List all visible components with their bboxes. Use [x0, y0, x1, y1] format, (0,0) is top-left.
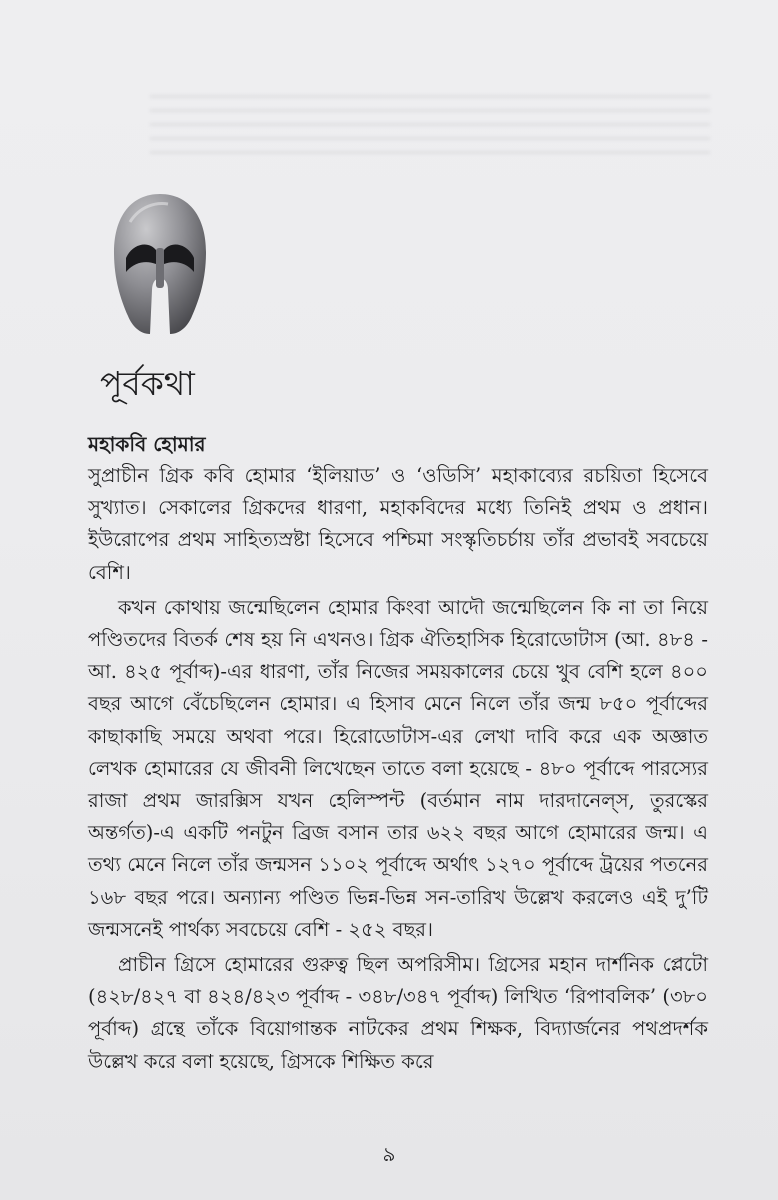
body-text	[88, 428, 708, 1078]
paragraph-3: প্রাচীন গ্রিসে হোমারের গুরুত্ব ছিল অপরিসীম। গ্রিসের মহান দার্শনিক প্লেটো (৪২৮/৪২৭ বা ৪২৪/৪২৩ পূর্বাব্দ - ৩৪৮/৩৪৭ পূর্বাব্দ) লিখিত ‘রিপাবলিক’ (৩৮০ পূর্বাব্দ) গ্রন্থে তাঁকে বিয়োগান্তক নাটকের প্রথম শিক্ষক, বিদ্যার্জনের পথপ্রদর্শক উল্লেখ করে বলা হয়েছে, গ্রিসকে শিক্ষিত করে	[88, 953, 708, 1073]
bleed-through-text	[150, 95, 710, 155]
paragraph-2: কখন কোথায় জন্মেছিলেন হোমার কিংবা আদৌ জন্মেছিলেন কি না তা নিয়ে পণ্ডিতদের বিতর্ক শেষ হয় নি এখনও। গ্রিক ঐতিহাসিক হিরোডোটাস (আ. ৪৮৪ - আ. ৪২৫ পূর্বাব্দ)-এর ধারণা, তাঁর নিজের সময়কালের চেয়ে খুব বেশি হলে ৪০০ বছর আগে বেঁচেছিলেন হোমার। এ হিসাব মেনে নিলে তাঁর জন্ম ৮৫০ পূর্বাব্দের কাছাকাছি সময়ে অথবা পরে। হিরোডোটাস-এর লেখা দাবি করে এক অজ্ঞাত লেখক হোমারের যে জীবনী লিখেছেন তাতে বলা হয়েছে - ৪৮০ পূর্বাব্দে পারস্যের রাজা প্রথম জারক্সিস যখন হেলিস্পন্ট (বর্তমান নাম দারদানেল্‌স, তুরস্কের অন্তর্গত)-এ একটি পনটুন ব্রিজ বসান তার ৬২২ বছর আগে হোমারের জন্ম। এ তথ্য মেনে নিলে তাঁর জন্মসন ১১০২ পূর্বাব্দে অর্থাৎ ১২৭০ পূর্বাব্দে ট্রয়ের পতনের ১৬৮ বছর পরে। অন্যান্য পণ্ডিত ভিন্ন-ভিন্ন সন-তারিখ উল্লেখ করলেও এই দু’টি জন্মসনেই পার্থক্য সবচেয়ে বেশি - ২৫২ বছর।	[88, 595, 708, 941]
chapter-title: পূর্বকথা	[100, 364, 195, 403]
page-number: ৯	[382, 1142, 396, 1166]
corinthian-helmet-icon	[110, 192, 210, 336]
section-heading: মহাকবি হোমার	[88, 432, 206, 456]
paragraph-1: সুপ্রাচীন গ্রিক কবি হোমার ‘ইলিয়াড’ ও ‘ওডিসি’ মহাকাব্যের রচয়িতা হিসেবে সুখ্যাত। সেকালের গ্রিকদের ধারণা, মহাকবিদের মধ্যে তিনিই প্রথম ও প্রধান। ইউরোপের প্রথম সাহিত্যস্রষ্টা হিসেবে পশ্চিমা সংস্কৃতিচর্চায় তাঁর প্রভাবই সবচেয়ে বেশি।	[88, 464, 708, 584]
